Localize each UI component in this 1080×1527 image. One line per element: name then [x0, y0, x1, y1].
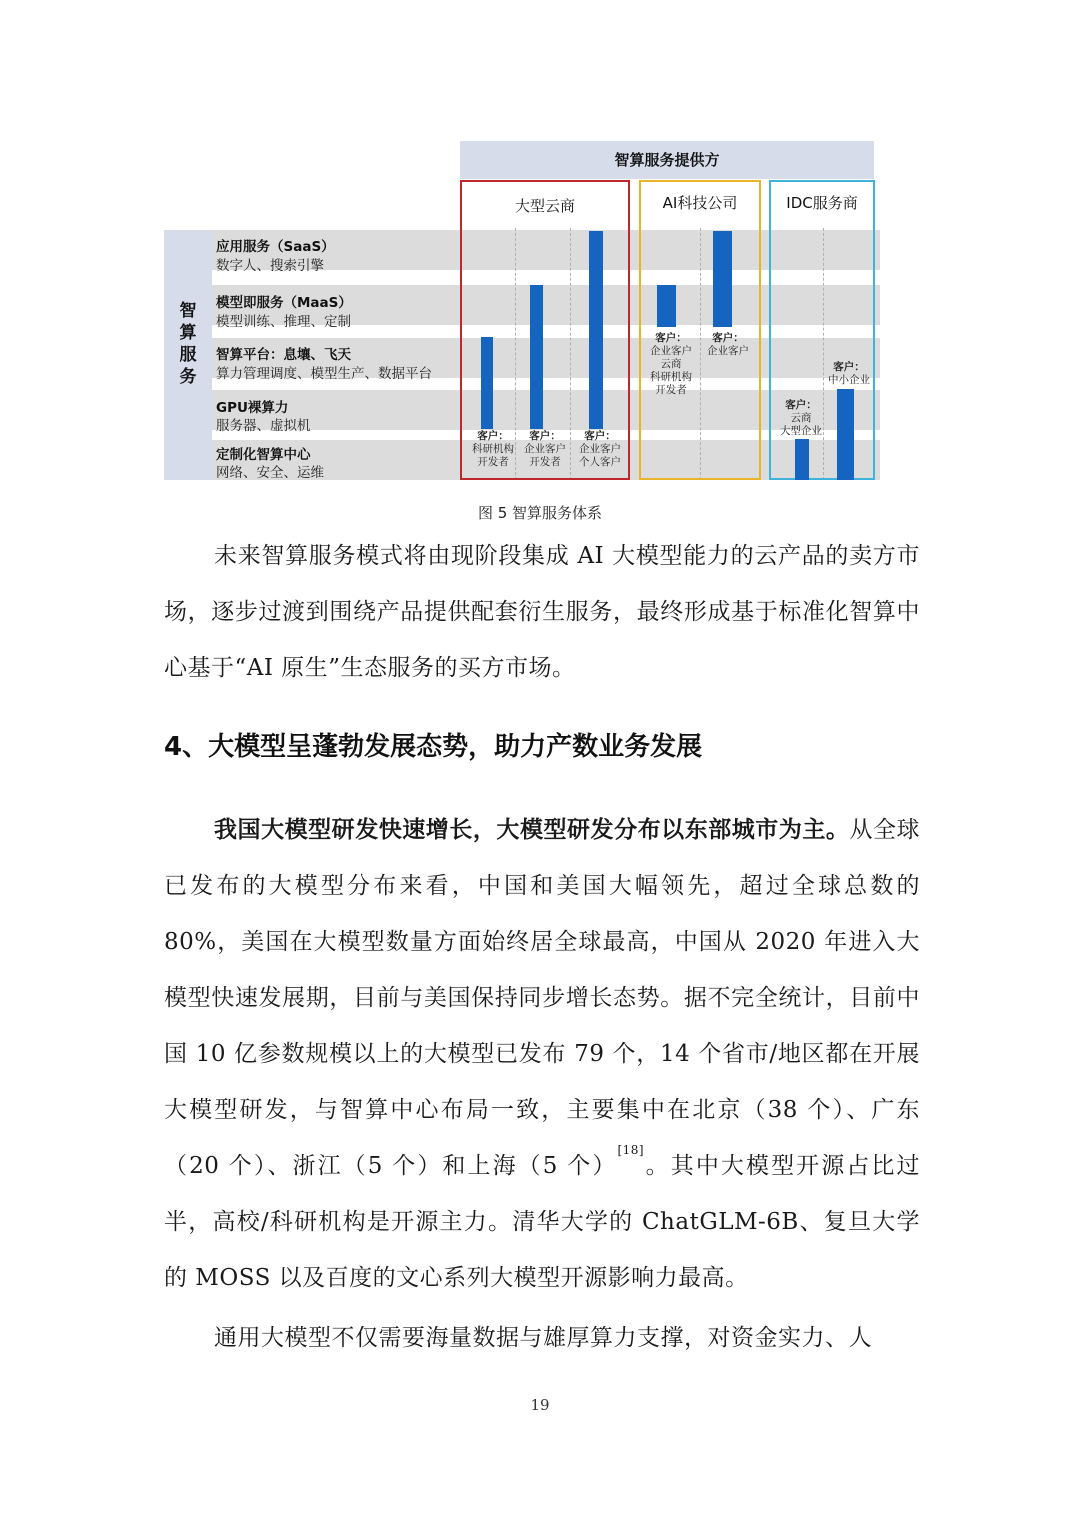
row-title-gpu: GPU裸算力	[216, 400, 289, 416]
left-label-char: 务	[179, 367, 197, 387]
provider-header: 智算服务提供方	[460, 141, 874, 179]
customer-label-cloud-3: 客户： 企业客户 个人客户	[579, 430, 621, 468]
paragraph-1: 未来智算服务模式将由现阶段集成 AI 大模型能力的云产品的卖方市场，逐步过渡到围绕产品提供配套衍生服务，最终形成基于标准化智算中心基于“AI 原生”生态服务的买方市场。	[164, 543, 920, 681]
bar-cloud-2	[530, 285, 543, 429]
bar-cloud-1	[481, 337, 493, 429]
paragraph-2	[164, 802, 920, 1306]
group-box-ai	[639, 180, 761, 480]
bar-ai-2	[713, 231, 732, 327]
service-system-figure	[0, 0, 1080, 490]
row-sub-platform: 算力管理调度、模型生产、数据平台	[216, 366, 432, 382]
left-label-char: 服	[179, 345, 197, 365]
customer-label-idc-2: 客户： 中小企业	[828, 361, 870, 386]
customer-label-cloud-1: 客户： 科研机构 开发者	[472, 430, 514, 468]
section-heading: 4、大模型呈蓬勃发展态势，助力产数业务发展	[164, 732, 703, 762]
bar-idc-2	[837, 389, 854, 480]
left-label-char: 算	[179, 323, 197, 343]
bar-ai-1	[657, 285, 676, 327]
reference-marker: [18]	[617, 1143, 645, 1157]
row-title-platform: 智算平台：息壤、飞天	[216, 347, 351, 363]
paragraph-2-body-b: 。其中大模型开源占比过半，高校/科研机构是开源主力。清华大学的 ChatGLM-6B、复旦大学的 MOSS 以及百度的文心系列大模型开源影响力最高。	[164, 1153, 921, 1291]
bar-idc-1	[795, 439, 809, 480]
customer-label-ai-2: 客户： 企业客户	[707, 332, 749, 357]
paragraph-2-lead: 我国大模型研发快速增长，大模型研发分布以东部城市为主。	[214, 817, 850, 843]
row-sub-custom: 网络、安全、运维	[216, 465, 324, 481]
row-title-maas: 模型即服务（MaaS）	[216, 295, 352, 311]
row-title-custom: 定制化智算中心	[216, 447, 311, 463]
row-sub-maas: 模型训练、推理、定制	[216, 314, 351, 330]
left-label-char: 智	[179, 301, 197, 321]
group-title-idc: IDC服务商	[786, 194, 858, 212]
group-title-ai: AI科技公司	[662, 194, 738, 212]
customer-label-cloud-2: 客户： 企业客户 开发者	[524, 430, 566, 468]
row-sub-saas: 数字人、搜索引擎	[216, 258, 324, 274]
paragraph-3: 通用大模型不仅需要海量数据与雄厚算力支撑，对资金实力、人	[214, 1325, 872, 1351]
row-sub-gpu: 服务器、虚拟机	[216, 418, 311, 434]
row-title-saas: 应用服务（SaaS）	[216, 239, 335, 255]
figure-caption: 图 5 智算服务体系	[477, 504, 603, 522]
bar-cloud-3	[589, 231, 603, 429]
page-number: 19	[530, 1396, 550, 1414]
paragraph-2-body-a: 从全球已发布的大模型分布来看，中国和美国大幅领先，超过全球总数的 80%，美国在大模型数量方面始终居全球最高，中国从 2020 年进入大模型快速发展期，目前与美国保持同步增长态势。据不完全统计，目前中国 10 亿参数规模以上的大模型已发布 79 个，14 个省市/地区都在开展大模型研发，与智算中心布局一致，主要集中在北京（38 个）、广东（20 个）、浙江（5 个）和上海（5 个）	[164, 817, 921, 1179]
left-label	[164, 300, 212, 388]
group-title-cloud: 大型云商	[514, 197, 575, 215]
customer-label-ai-1: 客户： 企业客户 云商 科研机构 开发者	[650, 332, 692, 396]
customer-label-idc-1: 客户： 云商 大型企业	[780, 399, 822, 437]
